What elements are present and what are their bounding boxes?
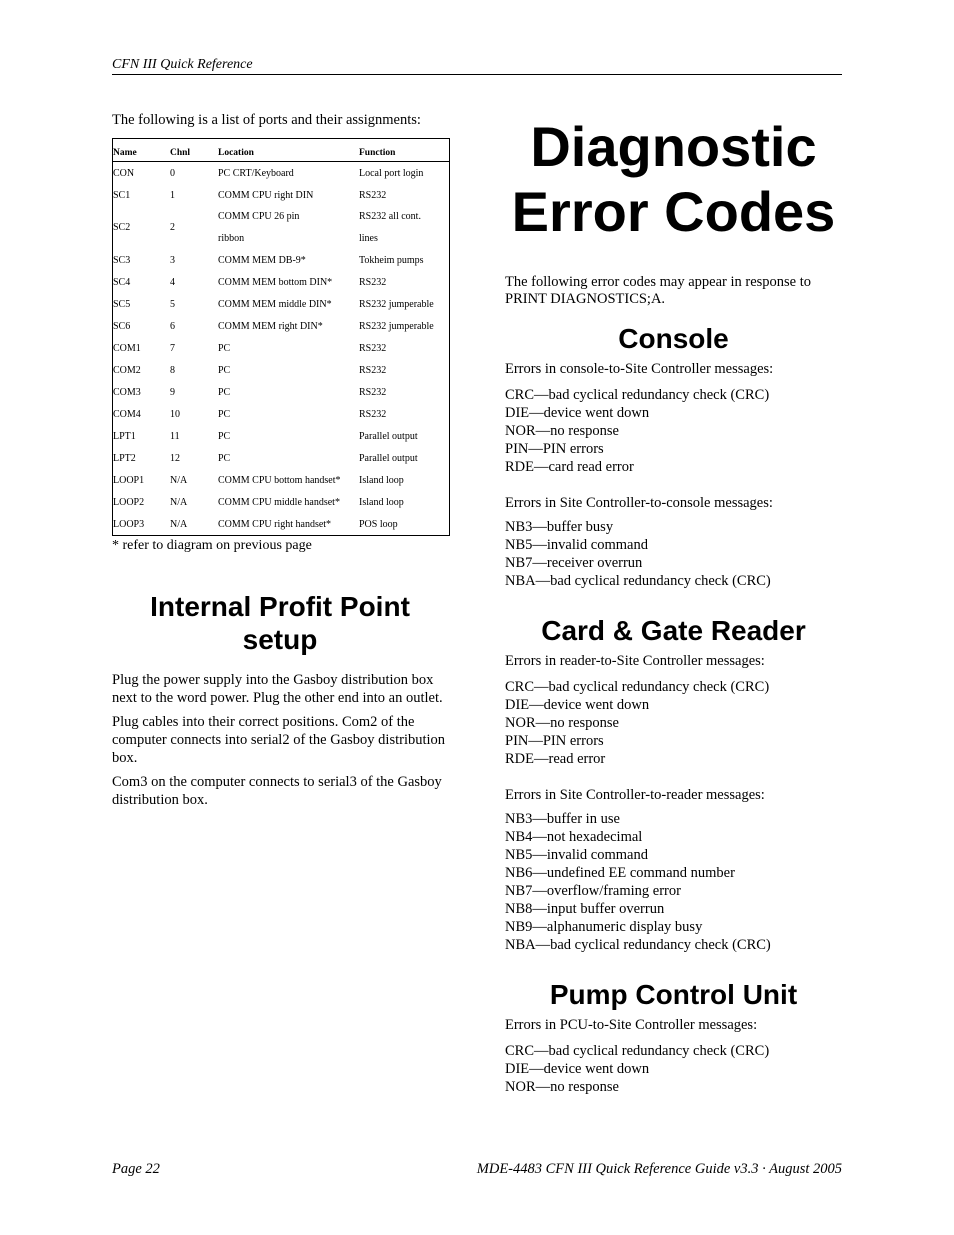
error-code-item: RDE—card read error (505, 459, 634, 475)
error-code-item: CRC—bad cyclical redundancy check (CRC) (505, 387, 770, 403)
port-name-cell: SC1 (113, 189, 131, 201)
column-header: Chnl (170, 148, 191, 158)
right-column (505, 112, 842, 1096)
page-title-line2: Error Codes (511, 180, 836, 243)
port-name-cell: COM2 (113, 364, 141, 376)
port-function-cell: Island loop (359, 474, 404, 486)
port-name-cell: COM1 (113, 342, 141, 354)
port-name-cell: SC5 (113, 298, 131, 310)
table-row (113, 513, 449, 535)
error-code-item: NB4—not hexadecimal (505, 829, 643, 845)
error-code-item: NB5—invalid command (505, 537, 648, 553)
port-channel-cell: 10 (170, 408, 180, 420)
port-function-cell: RS232 (359, 342, 387, 354)
pump-error-list (505, 1042, 842, 1096)
port-channel-cell: 1 (170, 189, 175, 201)
port-channel-cell: 11 (170, 430, 180, 442)
table-row (113, 293, 449, 315)
error-code-item: NB3—buffer in use (505, 811, 620, 827)
table-row (113, 162, 449, 184)
error-code-item: CRC—bad cyclical redundancy check (CRC) (505, 1043, 770, 1059)
table-row (113, 206, 449, 249)
error-code-item: PIN—PIN errors (505, 441, 604, 457)
port-assignment-table (112, 138, 450, 536)
port-name-cell: COM4 (113, 408, 141, 420)
port-name-cell: SC3 (113, 254, 131, 266)
port-channel-cell: 4 (170, 276, 175, 288)
table-row (113, 359, 449, 381)
port-channel-cell: 12 (170, 452, 180, 464)
port-name-cell: LOOP2 (113, 496, 145, 508)
console-error-list (505, 386, 842, 476)
card-reader-error-list-2 (505, 810, 842, 954)
port-channel-cell: 6 (170, 320, 175, 332)
table-row (113, 403, 449, 425)
error-code-item: PIN—PIN errors (505, 733, 604, 749)
port-function-cell: POS loop (359, 518, 398, 530)
port-location-cell: COMM MEM right DIN* (218, 320, 323, 332)
error-code-item: CRC—bad cyclical redundancy check (CRC) (505, 679, 770, 695)
port-location-cell: PC CRT/Keyboard (218, 167, 294, 179)
port-function-cell: RS232 (359, 386, 387, 398)
error-code-item: NB3—buffer busy (505, 519, 614, 535)
port-channel-cell: N/A (170, 518, 188, 530)
card-reader-sub1: Errors in reader-to-Site Controller messages: (505, 653, 765, 669)
console-sub1: Errors in console-to-Site Controller messages: (505, 361, 774, 377)
port-location-cell: COMM CPU bottom handset* (218, 474, 341, 486)
port-channel-cell: 0 (170, 167, 175, 179)
table-row (113, 447, 449, 469)
error-code-item: NB8—input buffer overrun (505, 901, 665, 917)
table-footnote: * refer to diagram on previous page (112, 538, 312, 553)
table-row (113, 315, 449, 337)
port-function-cell: RS232 (359, 276, 387, 288)
column-header: Location (218, 148, 254, 158)
page-title (505, 114, 842, 244)
port-function-cell: Parallel output (359, 430, 418, 442)
running-header: CFN III Quick Reference (112, 57, 842, 75)
table-row (113, 184, 449, 206)
pump-sub1: Errors in PCU-to-Site Controller messages: (505, 1017, 758, 1033)
section-heading: Internal Profit Point (150, 591, 410, 622)
port-location-cell: PC (218, 408, 231, 420)
error-code-item: DIE—device went down (505, 405, 650, 421)
port-location-cell: COMM MEM bottom DIN* (218, 276, 333, 288)
port-name-cell: COM3 (113, 386, 141, 398)
port-function-cell: RS232 jumperable (359, 320, 434, 332)
paragraph: Plug the power supply into the Gasboy distribution box next to the word power. Plug the other end into an outlet. (112, 672, 443, 706)
page-title-line1: Diagnostic (530, 115, 817, 178)
column-header: Name (113, 148, 137, 158)
port-location-cell: PC (218, 342, 231, 354)
card-reader-heading: Card & Gate Reader (541, 615, 806, 646)
port-function-cell-line: RS232 all cont. (359, 211, 421, 222)
port-channel-cell: 9 (170, 386, 175, 398)
error-code-item: NOR—no response (505, 1079, 619, 1095)
port-location-cell: PC (218, 386, 231, 398)
port-name-cell: LPT2 (113, 452, 136, 464)
table-row (113, 381, 449, 403)
table-row (113, 271, 449, 293)
paragraph: Plug cables into their correct positions. Com2 of the computer connects into serial2 of the Gasboy distribution box. (112, 714, 446, 766)
port-location-cell: COMM CPU right DIN (218, 189, 314, 201)
error-code-item: NB7—overflow/framing error (505, 883, 681, 899)
port-function-cell: RS232 (359, 364, 387, 376)
column-header: Function (359, 148, 396, 158)
error-code-item: NB9—alphanumeric display busy (505, 919, 703, 935)
port-name-cell: SC2 (113, 222, 131, 233)
table-row (113, 337, 449, 359)
port-name-cell: LOOP3 (113, 518, 145, 530)
diagnostic-intro: The following error codes may appear in response to PRINT DIAGNOSTICS;A. (505, 274, 812, 307)
port-function-cell: Island loop (359, 496, 404, 508)
port-name-cell: LPT1 (113, 430, 136, 442)
error-code-item: NBA—bad cyclical redundancy check (CRC) (505, 937, 771, 953)
port-channel-cell: 7 (170, 342, 175, 354)
console-error-list-2 (505, 518, 842, 590)
pump-heading: Pump Control Unit (549, 979, 798, 1010)
port-location-cell: COMM CPU middle handset* (218, 496, 340, 508)
port-function-cell: Parallel output (359, 452, 418, 464)
section-heading-line2: setup (242, 624, 318, 655)
port-channel-cell: 5 (170, 298, 175, 310)
profit-point-section (112, 590, 448, 809)
card-reader-sub2: Errors in Site Controller-to-reader messages: (505, 787, 765, 803)
port-name-cell: SC6 (113, 320, 131, 332)
table-row (113, 425, 449, 447)
port-name-cell: LOOP1 (113, 474, 145, 486)
table-header-row (113, 139, 449, 162)
port-location-cell: PC (218, 364, 231, 376)
ports-intro: The following is a list of ports and their assignments: (112, 112, 421, 128)
port-location-cell-line: ribbon (218, 232, 245, 244)
port-location-cell-line: COMM CPU 26 pin (218, 211, 300, 222)
port-channel-cell: N/A (170, 474, 188, 486)
error-code-item: NOR—no response (505, 423, 619, 439)
port-location-cell: COMM MEM DB-9* (218, 254, 306, 266)
port-location-cell: PC (218, 452, 231, 464)
table-row (113, 249, 449, 271)
port-function-cell (359, 206, 449, 249)
port-location-cell: COMM MEM middle DIN* (218, 298, 332, 310)
port-function-cell: Local port login (359, 167, 424, 179)
left-column (112, 112, 448, 815)
card-reader-error-list (505, 678, 842, 768)
error-code-item: DIE—device went down (505, 1061, 650, 1077)
port-location-cell: PC (218, 430, 231, 442)
port-channel-cell: 3 (170, 254, 175, 266)
error-code-item: NB6—undefined EE command number (505, 865, 735, 881)
paragraph: Com3 on the computer connects to serial3 of the Gasboy distribution box. (112, 774, 442, 808)
error-code-item: NB7—receiver overrun (505, 555, 643, 571)
error-code-item: NB5—invalid command (505, 847, 648, 863)
port-location-cell: COMM CPU right handset* (218, 518, 332, 530)
console-sub2: Errors in Site Controller-to-console messages: (505, 495, 773, 511)
port-location-cell (218, 206, 359, 249)
document-id: MDE-4483 CFN III Quick Reference Guide v3.3 · August 2005 (476, 1161, 842, 1177)
port-channel-cell: 2 (170, 222, 175, 233)
port-channel-cell: 8 (170, 364, 175, 376)
error-code-item: RDE—read error (505, 751, 606, 767)
error-code-item: NBA—bad cyclical redundancy check (CRC) (505, 573, 771, 589)
page-number: Page 22 (112, 1161, 160, 1177)
console-heading: Console (618, 323, 729, 354)
port-name-cell: CON (113, 167, 135, 179)
port-name-cell: SC4 (113, 276, 131, 288)
port-function-cell: Tokheim pumps (359, 254, 424, 266)
port-function-cell: RS232 (359, 408, 387, 420)
error-code-item: NOR—no response (505, 715, 619, 731)
port-table-body (113, 162, 449, 535)
port-function-cell: RS232 (359, 189, 387, 201)
port-function-cell: RS232 jumperable (359, 298, 434, 310)
table-row (113, 491, 449, 513)
port-function-cell-line: lines (359, 232, 378, 244)
error-code-item: DIE—device went down (505, 697, 650, 713)
port-channel-cell: N/A (170, 496, 188, 508)
table-row (113, 469, 449, 491)
